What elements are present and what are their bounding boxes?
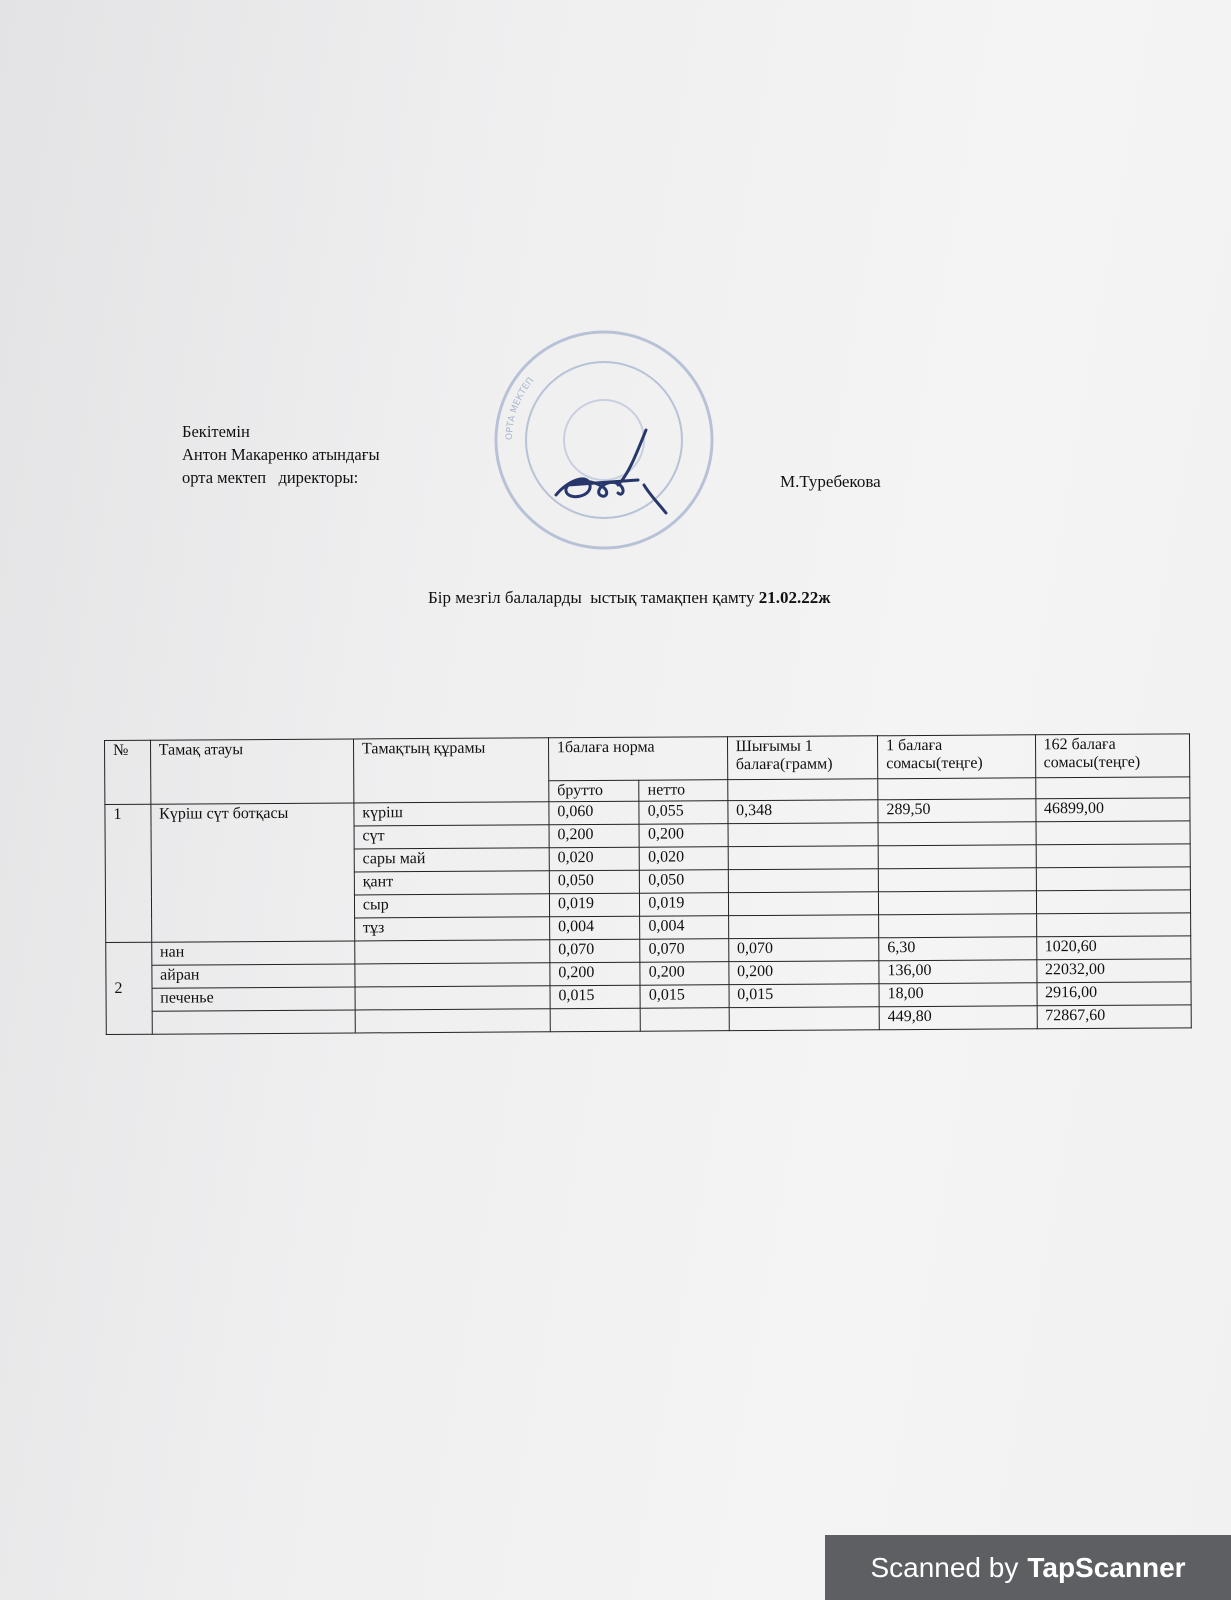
empty-cell [1035,777,1190,799]
ingredient-name: сүт [354,825,549,849]
meal1-dish: Күріш сүт ботқасы [151,803,355,942]
empty-cell [878,845,1036,869]
meal1-output: 0,348 [728,800,878,824]
ingredient-name: сары май [354,848,549,872]
ingredient-name: сыр [354,894,549,918]
ingredient-netto: 0,004 [640,916,729,940]
title-text: Бір мезгіл балаларды ыстық тамақпен қамту [428,588,759,607]
item-total: 1020,60 [1036,936,1191,960]
empty-cell [1036,890,1191,914]
empty-cell [1036,867,1191,891]
ingredient-netto: 0,020 [639,847,728,871]
ingredient-brutto: 0,050 [549,870,640,894]
director-name: М.Туребекова [780,472,881,491]
item-output: 0,200 [729,961,879,985]
item-per-child: 18,00 [879,983,1037,1007]
item-output: 0,015 [729,984,879,1008]
approval-block [182,420,380,489]
item-netto: 0,070 [640,939,729,963]
item-brutto: 0,070 [550,939,641,963]
ingredient-brutto: 0,200 [549,824,640,848]
header-row [105,734,1190,784]
ingredient-netto: 0,050 [640,870,729,894]
header-dish: Тамақ атауы [150,739,354,804]
total-sum: 72867,60 [1037,1005,1192,1029]
empty-cell [728,915,878,939]
empty-cell [878,822,1036,846]
empty-cell [728,892,878,916]
director-title: орта мектеп директоры: [182,468,359,487]
watermark-prefix: Scanned by [870,1551,1019,1583]
stamp-text: ОРТА МЕКТЕП [504,375,537,441]
empty-cell [879,914,1037,938]
empty-cell [728,846,878,870]
item-output: 0,070 [728,938,878,962]
header-brutto: брутто [549,780,640,802]
empty-cell [355,1009,550,1033]
item-brutto: 0,015 [550,985,641,1009]
item-netto: 0,015 [640,985,729,1009]
empty-cell [550,1008,641,1032]
ingredient-name: қант [354,871,549,895]
header-netto: нетто [639,780,728,802]
empty-cell [640,1008,729,1032]
empty-cell [728,869,878,893]
meal2-num: 2 [106,942,152,1034]
document-title [428,588,831,608]
watermark-brand: TapScanner [1027,1551,1186,1583]
item-per-child: 136,00 [879,960,1037,984]
header-norm: 1балаға норма [548,737,727,781]
ingredient-name: тұз [354,917,549,941]
header-num: № [105,740,151,804]
total-per-child: 449,80 [879,1006,1037,1030]
ingredient-netto: 0,200 [639,824,728,848]
approval-heading: Бекітемін [182,422,250,441]
header-output: Шығымы 1 балаға(грамм) [727,736,878,780]
empty-cell [727,779,877,801]
item-netto: 0,200 [640,962,729,986]
ingredient-brutto: 0,020 [549,847,640,871]
item-total: 22032,00 [1036,959,1191,983]
item-name: нан [151,941,354,965]
empty-cell [878,891,1036,915]
menu-table [104,733,1192,1035]
title-date: 21.02.22ж [758,588,831,607]
school-name: Антон Макаренко атындағы [182,445,380,464]
empty-cell [1036,821,1191,845]
empty-cell [878,778,1036,800]
ingredient-netto: 0,019 [640,893,729,917]
item-per-child: 6,30 [879,937,1037,961]
ingredient-brutto: 0,019 [549,893,640,917]
item-total: 2916,00 [1037,982,1192,1006]
header-composition: Тамақтың құрамы [353,738,548,803]
item-name: айран [152,964,355,988]
empty-cell [355,986,550,1010]
empty-cell [729,1007,879,1031]
meal1-total: 46899,00 [1035,798,1190,822]
empty-cell [152,1010,355,1034]
header-per-child: 1 балаға сомасы(теңге) [878,735,1036,779]
empty-cell [355,963,550,987]
meal1-per-child: 289,50 [878,799,1036,823]
ingredient-brutto: 0,004 [550,916,641,940]
ingredient-brutto: 0,060 [549,801,640,825]
empty-cell [728,823,878,847]
ingredient-name: күріш [354,802,549,826]
header-total: 162 балаға сомасы(теңге) [1035,734,1190,778]
meal1-num: 1 [105,804,152,942]
empty-cell [355,940,550,964]
ingredient-netto: 0,055 [639,801,728,825]
empty-cell [1036,913,1191,937]
item-name: печенье [152,987,355,1011]
item-brutto: 0,200 [550,962,641,986]
empty-cell [1036,844,1191,868]
empty-cell [878,868,1036,892]
scanner-watermark [825,1535,1231,1600]
director-signature [548,425,678,520]
